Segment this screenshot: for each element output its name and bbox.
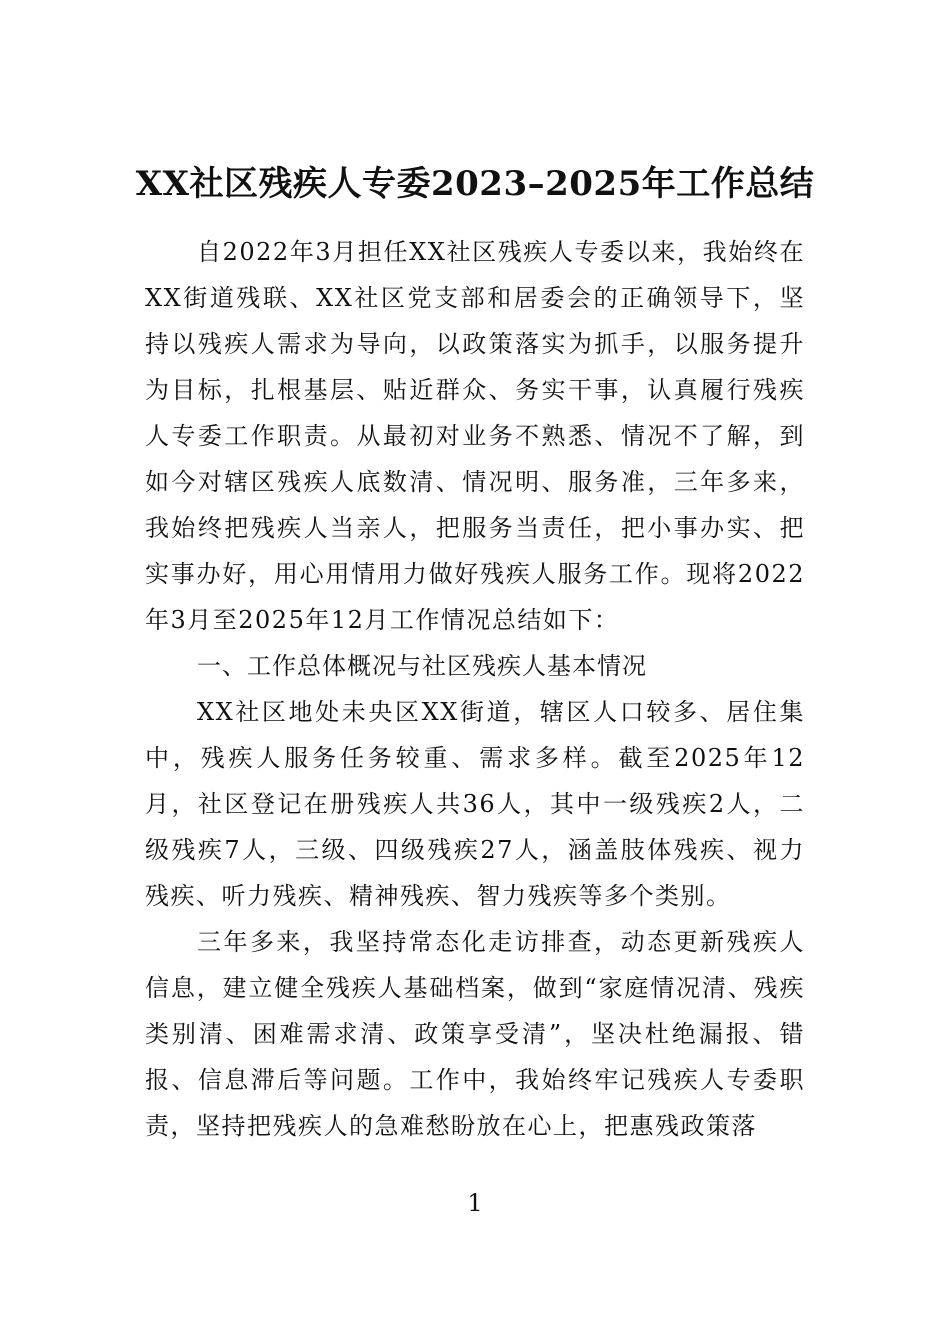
page-number: 1 <box>467 1189 483 1217</box>
section-heading: 一、工作总体概况与社区残疾人基本情况 <box>197 652 647 680</box>
document-body <box>145 229 805 1149</box>
work-paragraph: 三年多来，我坚持常态化走访排查，动态更新残疾人信息，建立健全残疾人基础档案，做到“家庭情况清、残疾类别清、困难需求清、政策享受清”，坚决杜绝漏报、错报、信息滞后等问题。工作中，我始终牢记残疾人专委职责，坚持把残疾人的急难愁盼放在心上，把惠残政策落 <box>145 928 805 1140</box>
overview-paragraph: XX社区地处未央区XX街道，辖区人口较多、居住集中，残疾人服务任务较重、需求多样。截至2025年12月，社区登记在册残疾人共36人，其中一级残疾2人，二级残疾7人，三级、四级残疾27人，涵盖肢体残疾、视力残疾、听力残疾、精神残疾、智力残疾等多个类别。 <box>145 698 805 910</box>
intro-paragraph: 自2022年3月担任XX社区残疾人专委以来，我始终在XX街道残联、XX社区党支部和居委会的正确领导下，坚持以残疾人需求为导向，以政策落实为抓手，以服务提升为目标，扎根基层、贴近群众、务实干事，认真履行残疾人专委工作职责。从最初对业务不熟悉、情况不了解，到如今对辖区残疾人底数清、情况明、服务准，三年多来，我始终把残疾人当亲人，把服务当责任，把小事办实、把实事办好，用心用情用力做好残疾人服务工作。现将2022年3月至2025年12月工作情况总结如下： <box>145 238 805 634</box>
document-title: XX社区残疾人专委2023–2025年工作总结 <box>135 164 815 204</box>
